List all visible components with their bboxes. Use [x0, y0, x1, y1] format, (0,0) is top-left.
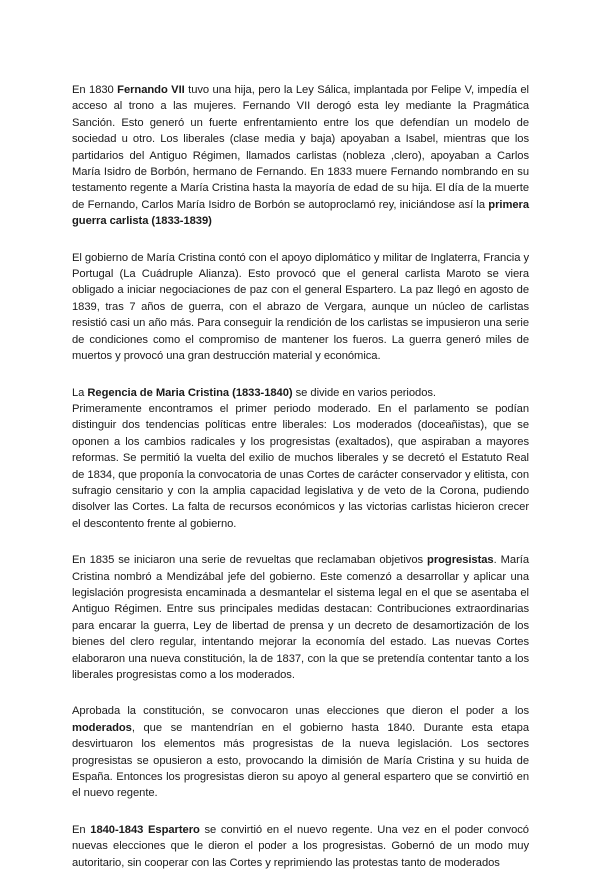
- text-run: Primeramente encontramos el primer periodo moderado. En el parlamento se podían distinguir dos tendencias políticas entre liberales: Los moderados (doceañistas), que se oponen a los cambios radicales y los progresistas (exaltados), que aspiraban a mayores reformas. Se permitió la vuelta del exilio de muchos liberales y se decretó el Estatuto Real de 1834, que proponía la convocatoria de unas Cortes de carácter conservador y elitista, con sufragio censitario y con la amplia capacidad legislativa y de veto de la Corona, pudiendo disolver las Cortes. La falta de recursos económicos y las victorias carlistas hicieron crecer el descontento frente al gobierno.: [72, 402, 529, 530]
- text-run: , que se mantendrían en el gobierno hasta 1840. Durante esta etapa desvirtuaron los elementos más progresistas de la nueva legislación. Los sectores progresistas se opusieron a esto, provocando la dimisión de María Cristina y su huida de España. Entonces los progresistas dieron su apoyo al general espartero que se convirtió en el nuevo regente.: [72, 721, 529, 800]
- paragraph-regencia-maria-cristina: [72, 385, 529, 533]
- bold-text-run: primera guerra carlista (1833-1839): [72, 198, 529, 228]
- bold-text-run: moderados: [72, 721, 132, 734]
- text-run: tuvo una hija, pero la Ley Sálica, implantada por Felipe V, impedía el acceso al trono a las mujeres. Fernando VII derogó esta ley mediante la Pragmática Sanción. Esto generó un fuerte enfrentamiento entre los que defendían un modelo de sociedad u otro. Los liberales (clase media y baja) apoyaban a Isabel, mientras que los partidarios del Antiguo Régimen, llamados carlistas (nobleza ,clero), apoyaban a Carlos María Isidro de Borbón, hermano de Fernando. En 1833 muere Fernando nombrando en su testamento regente a María Cristina hasta la mayoría de edad de su hija. El día de la muerte de Fernando, Carlos María Isidro de Borbón se autoproclamó rey, iniciándose así la: [72, 84, 529, 211]
- text-run: La: [72, 386, 88, 399]
- text-run: . María Cristina nombró a Mendizábal jefe del gobierno. Este comenzó a desarrollar y aplicar una legislación progresista encaminada a desmantelar el sistema legal en el que se asentaba el Antiguo Régimen. Entre sus principales medidas destacan: Contribuciones extraordinarias para encarar la guerra, Ley de libertad de prensa y un decreto de desamortización de los bienes del clero regular, intentando mejorar la economía del estado. Las nuevas Cortes elaboraron una nueva constitución, la de 1837, con la que se pretendía contentar tanto a los liberales progresistas como a los moderados.: [72, 554, 530, 681]
- document-body: [72, 82, 529, 871]
- text-run: se convirtió en el nuevo regente. Una vez en el poder convocó nuevas elecciones que le dieron el poder a los progresistas. Gobernó de un modo muy autoritario, sin cooperar con las Cortes y reprimiendo las protestas tanto de moderados: [72, 823, 529, 869]
- paragraph-espartero: [72, 822, 529, 871]
- text-run: En 1830: [72, 84, 118, 96]
- text-run: En: [72, 823, 91, 836]
- bold-text-run: Fernando VII: [117, 84, 185, 96]
- text-run: El gobierno de María Cristina contó con el apoyo diplomático y militar de Inglaterra, Francia y Portugal (La Cuádruple Alianza). Esto provocó que el general carlista Maroto se viera obligado a iniciar negociaciones de paz con el general Espartero. La paz llegó en agosto de 1839, tras 7 años de guerra, con el abrazo de Vergara, aunque un núcleo de carlistas resistió casi un año más. Para conseguir la rendición de los carlistas se impusieron una serie de condiciones como el compromiso de mantener los fueros. La guerra generó miles de muertos y provocó una gran destrucción material y económica.: [72, 251, 529, 363]
- bold-text-run: progresistas: [427, 554, 494, 567]
- text-run: se divide en varios periodos.: [292, 386, 436, 399]
- text-run: En 1835 se iniciaron una serie de revueltas que reclamaban objetivos: [72, 554, 428, 567]
- paragraph-fernando-vii: [72, 82, 529, 230]
- paragraph-constitucion-moderados: [72, 703, 529, 801]
- paragraph-gobierno-maria-cristina: [72, 250, 529, 365]
- bold-text-run: Regencia de Maria Cristina (1833-1840): [87, 386, 293, 399]
- paragraph-revueltas-1835: [72, 552, 529, 683]
- bold-text-run: 1840-1843 Espartero: [90, 823, 200, 836]
- text-run: Aprobada la constitución, se convocaron unas elecciones que dieron el poder a los: [72, 705, 529, 718]
